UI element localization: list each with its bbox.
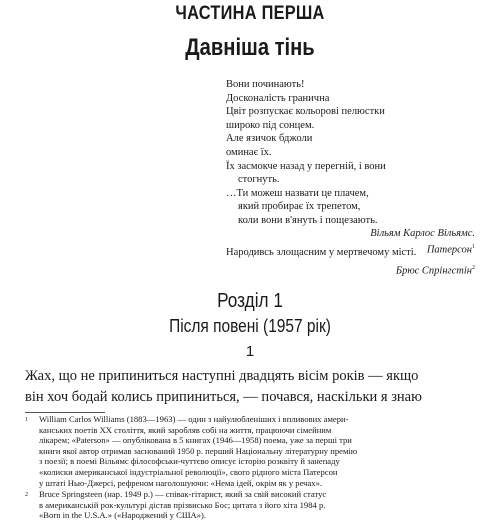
body-text: [25, 366, 475, 408]
footnote-line: William Carlos Williams (1883—1963) — один з найулюбленіших і впливових амери-: [39, 414, 349, 424]
footnote-line: «Born in the U.S.A.» («Народжений у США»).: [39, 510, 207, 521]
footnote-line: книги якої автор отримав заснований 1950 р. перший Національну літературну премію: [39, 445, 358, 456]
footnote-line: канських поетів XX століття, який заробляв собі на життя, працюючи сімейним: [39, 424, 332, 435]
part-label: ЧАСТИНА ПЕРША: [175, 3, 325, 24]
footnote-line: у штаті Нью-Джерсі, рефреном наголошуючи: «Нема ідей, окрім як у речах».: [39, 477, 323, 488]
epigraph-line: Їх засмокче назад у перегній, і вони: [226, 160, 386, 172]
epigraph-line: Досконалість гранична: [226, 92, 330, 104]
footnote-line: в американській рок-культурі дістав прізвисько Бос; цитата з його хіта 1984 р.: [39, 499, 326, 510]
chapter-title: Після повені (1957 рік): [169, 316, 331, 336]
epigraph-work: Патерсон: [426, 244, 472, 256]
epigraph-poem: [226, 78, 476, 228]
epigraph-line: оминає їх.: [226, 146, 272, 158]
footnote-mark: 1: [25, 417, 28, 423]
body-line: він хоч бодай колись припиниться, — почався, наскільки я знаю: [25, 389, 422, 405]
footnote-line: з поезії; в поемі Вільямс філософськи-чуттєво описує історію розквіту й занепаду: [39, 456, 340, 467]
epigraph2-author-block: [396, 262, 475, 278]
epigraph-line: коли вони в'януть і пощезають.: [238, 214, 378, 226]
epigraph-quote: Народивсь злощасним у мертвечому місті.: [226, 247, 417, 258]
footnote-mark: 2: [25, 492, 28, 499]
body-line: Жах, що не припиниться наступні двадцять вісім років — якщо: [25, 368, 419, 384]
epigraph-line: широко під сонцем.: [226, 119, 315, 131]
epigraph-line: …Ти можеш назвати це плачем,: [226, 187, 369, 199]
epigraph-line: Але язичок бджоли: [226, 133, 313, 145]
footnotes: [25, 414, 480, 522]
footnote-line: лікарем; «Paterson» — опублікована в 5 книгах (1946—1958) поема, уже за перші три: [39, 435, 352, 446]
epigraph-line: стогнуть.: [238, 174, 280, 186]
footnote-line: Bruce Springsteen (нар. 1949 р.) — співак-гітарист, який за свій високий статус: [39, 489, 327, 500]
part-title: Давніша тінь: [185, 34, 315, 61]
footnote: [25, 489, 480, 521]
epigraph-author: Вільям Карлос Вільямс.: [370, 228, 475, 239]
epigraph-line: Вони починають!: [226, 79, 305, 90]
chapter-label: Розділ 1: [217, 290, 283, 312]
epigraph-line: Цвіт розпускає кольорові пелюстки: [226, 106, 385, 118]
footnote: [25, 414, 480, 488]
epigraph2-author: Брюс Спрінгстін: [395, 265, 472, 277]
footnote-line: «колиски американської індустріальної революції», свого рідного міста Патерсон: [39, 466, 338, 477]
epigraph-line: який пробирає їх трепетом,: [238, 201, 361, 213]
section-number: 1: [245, 343, 255, 360]
footnote-ref[interactable]: 1: [472, 243, 475, 250]
footnote-ref[interactable]: 2: [472, 265, 475, 271]
footnote-divider: [25, 412, 105, 413]
